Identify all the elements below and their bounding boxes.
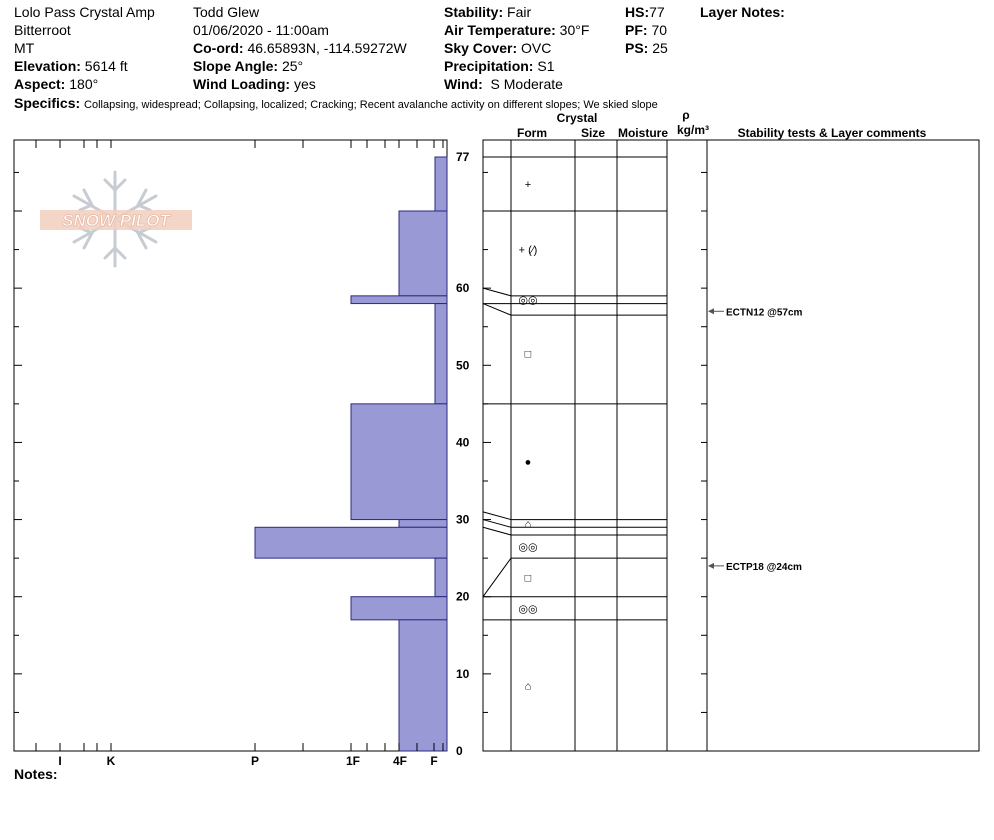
header-crystal: Crystal <box>556 111 598 125</box>
grain-form-symbol-4: ● <box>524 456 532 469</box>
depth-label-77: 77 <box>456 150 470 164</box>
hardness-bar-1 <box>399 211 447 296</box>
depth-label-20: 20 <box>456 589 470 604</box>
header-moisture: Moisture <box>617 126 669 140</box>
hardness-label-i: I <box>58 754 62 768</box>
depth-label-30: 30 <box>456 512 470 527</box>
elevation-label: Elevation: <box>14 58 81 74</box>
depth-label-10: 10 <box>456 666 470 681</box>
grain-form-symbol-3: □ <box>524 348 532 361</box>
air-temp-label: Air Temperature: <box>444 22 556 38</box>
ps-value: 25 <box>652 40 668 56</box>
wind-loading-label: Wind Loading: <box>193 76 291 92</box>
specifics-value: Collapsing, widespread; Collapsing, localized; Cracking; Recent avalanche activity on different slopes; We skied slope <box>84 99 658 111</box>
grain-form-symbol-1: + (⁄) <box>518 244 538 257</box>
hardness-bar-2 <box>351 296 447 304</box>
header-stability-tests: Stability tests & Layer comments <box>737 126 927 140</box>
precip-label: Precipitation: <box>444 58 534 74</box>
hardness-label-4f: 4F <box>392 754 408 768</box>
precip-value: S1 <box>537 58 555 74</box>
air-temp-value: 30°F <box>559 22 590 38</box>
elevation-value: 5614 ft <box>84 58 128 74</box>
hardness-bar-3 <box>435 304 447 404</box>
wind-loading-value: yes <box>293 76 316 92</box>
stability-label: Stability: <box>444 4 504 20</box>
observer-name: Todd Glew <box>193 4 260 20</box>
layer-table-frame <box>483 140 979 751</box>
header-form: Form <box>517 126 547 140</box>
depth-label-40: 40 <box>456 435 470 450</box>
pf-label: PF: <box>625 22 648 38</box>
stability-test-label-1: ECTP18 @24cm <box>726 561 802 573</box>
aspect-label: Aspect: <box>14 76 66 92</box>
sky-label: Sky Cover: <box>444 40 518 56</box>
snowpilot-logo <box>40 172 192 266</box>
specifics-label: Specifics: <box>14 95 81 111</box>
grain-form-symbol-6: ◎◎ <box>518 541 538 554</box>
wind-label: Wind: <box>444 76 483 92</box>
grain-form-symbol-5: ⌂ <box>524 518 532 531</box>
wind-value: S Moderate <box>490 76 563 92</box>
hardness-bar-8 <box>351 597 447 620</box>
hardness-bar-6 <box>255 527 447 558</box>
aspect-value: 180° <box>69 76 99 92</box>
hardness-bar-5 <box>399 520 447 528</box>
logo-text: SNOW PILOT <box>62 211 170 230</box>
stability-test-markers <box>708 307 803 573</box>
ps-label: PS: <box>625 40 649 56</box>
hardness-label-1f: 1F <box>345 754 361 768</box>
hardness-bars <box>255 157 447 751</box>
coord-value: 46.65893N, -114.59272W <box>247 40 407 56</box>
grain-form-symbol-2: ◎◎ <box>518 294 538 307</box>
grain-form-symbol-9: ⌂ <box>524 680 532 693</box>
notes-label: Notes: <box>14 766 58 782</box>
slope-label: Slope Angle: <box>193 58 279 74</box>
location-name: Lolo Pass Crystal Amp <box>14 4 155 20</box>
depth-label-50: 50 <box>456 358 470 373</box>
slope-value: 25° <box>281 58 304 74</box>
stability-test-label-0: ECTN12 @57cm <box>726 307 803 319</box>
hardness-label-k: K <box>106 754 116 768</box>
grain-form-symbol-0: + <box>524 179 532 191</box>
depth-label-60: 60 <box>456 281 470 296</box>
layer-notes-label: Layer Notes: <box>700 4 785 20</box>
hardness-bar-4 <box>351 404 447 520</box>
stability-test-arrowhead-1 <box>708 563 714 569</box>
grain-form-symbol-7: □ <box>524 572 532 585</box>
hardness-bar-9 <box>399 620 447 751</box>
state-name: MT <box>14 40 35 56</box>
hardness-bar-7 <box>435 558 447 597</box>
grain-form-symbol-8: ◎◎ <box>518 603 538 616</box>
header-density-unit: kg/m³ <box>676 123 710 137</box>
stability-test-arrowhead-0 <box>708 308 714 314</box>
hardness-label-f: F <box>430 754 438 768</box>
hs-value: 77 <box>649 4 665 20</box>
observation-datetime: 01/06/2020 - 11:00am <box>193 22 329 38</box>
layer-grain-forms <box>518 179 537 692</box>
header-size: Size <box>580 126 606 140</box>
hardness-label-p: P <box>250 754 260 768</box>
range-name: Bitterroot <box>14 22 71 38</box>
depth-label-0: 0 <box>456 744 463 758</box>
hs-label: HS: <box>625 4 650 20</box>
pf-value: 70 <box>651 22 668 38</box>
hardness-bar-0 <box>435 157 447 211</box>
stability-value: Fair <box>507 4 532 20</box>
header-rho: ρ <box>682 108 690 122</box>
coord-label: Co-ord: <box>193 40 244 56</box>
sky-value: OVC <box>521 40 552 56</box>
